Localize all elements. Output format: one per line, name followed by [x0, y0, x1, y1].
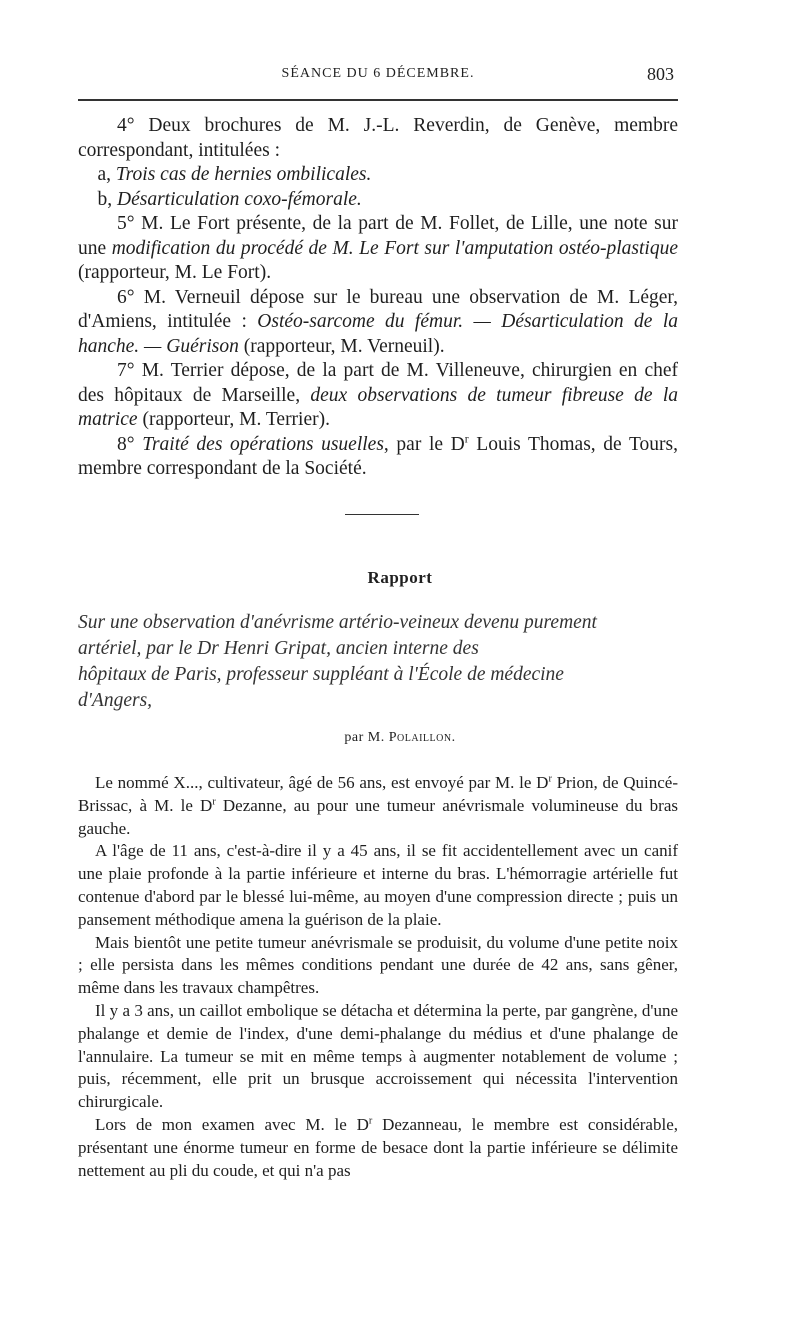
italic-text: Trois cas de hernies ombilicales.: [115, 164, 372, 185]
section-divider: [345, 514, 419, 515]
report-heading: Rapport: [367, 568, 433, 587]
text-run: (rapporteur, M. Le Fort).: [78, 262, 272, 283]
list-item: [78, 163, 678, 188]
list-item: [78, 188, 678, 213]
italic-text: Traité des opérations usuelles: [142, 433, 384, 455]
report-title-line: hôpitaux de Paris, professeur suppléant à l'École de médecine: [78, 664, 564, 685]
body-paragraph: [78, 840, 678, 931]
italic-text: Ostéo-sarcome du fémur. — Désarticulation de la hanche. — Guérison: [78, 311, 678, 357]
text-run: (rapporteur, M. Verneuil).: [238, 335, 445, 357]
text-run: A l'âge de 11 ans, c'est-à-dire il y a 45 ans, il se fit accidentellement avec un canif une plaie profonde à la partie inférieure et interne du bras. L'hémorragie artérielle fut contenue d'abord par le blessé lui-même, au moyen d'une compression directe ; puis un pansement méthodique amena la guérison de la plaie.: [78, 841, 678, 929]
text-run: 6° M. Verneuil dépose sur le bureau une observation de M. Léger, d'Amiens, intitulée :: [78, 286, 678, 332]
list-item: [78, 359, 678, 433]
page-header: [78, 62, 678, 88]
list-item: [78, 433, 678, 482]
text-run: a,: [97, 164, 116, 185]
report-title: [78, 610, 678, 714]
superscript: r: [464, 432, 469, 445]
superscript: r: [368, 1115, 373, 1127]
text-run: Il y a 3 ans, un caillot embolique se détacha et détermina la perte, par gangrène, d'une phalange et demie de l'index, d'une demi-phalange du médius et d'une phalange de l'annulaire. La tumeur se mit en même temps à augmenter notablement de volume ; puis, récemment, elle prit un brusque accroissement qui nécessita l'intervention chirurgicale.: [78, 1000, 678, 1112]
italic-text: Désarticulation coxo-fémorale.: [117, 188, 362, 210]
list-item: [78, 286, 678, 360]
header-rule: [78, 99, 678, 101]
running-title: SÉANCE DU 6 DÉCEMBRE.: [281, 66, 475, 81]
text-run: Dezanne, au pour une tumeur anévrismale volumineuse du bras gauche.: [78, 795, 678, 838]
text-run: (rapporteur, M. Terrier).: [137, 409, 330, 430]
italic-text: modification du procédé de M. Le Fort sur l'amputation ostéo-plastique: [111, 237, 679, 259]
text-run: b,: [97, 188, 117, 210]
author-prefix: par M.: [344, 730, 385, 745]
text-run: Louis Thomas, de Tours, membre correspondant de la Société.: [78, 433, 678, 479]
text-run: 7° M. Terrier dépose, de la part de M. Villeneuve, chirurgien en chef des hôpitaux de Marseille,: [78, 360, 678, 406]
body-section: [78, 772, 678, 1182]
report-title-line: d'Angers,: [78, 690, 153, 711]
text-run: Mais bientôt une petite tumeur anévrismale se produisit, du volume d'une petite noix ; elle persista dans les mêmes conditions pendant une durée de 42 ans, sans gêner, même dans les travaux champêtres.: [78, 932, 678, 998]
body-paragraph: [78, 1114, 678, 1182]
body-paragraph: [78, 1000, 678, 1114]
list-section: [78, 114, 678, 482]
text-run: Dezanneau, le membre est considérable, présentant une énorme tumeur en forme de besace dont la partie inférieure se délimite nettement au pli du coude, et qui n'a pas: [78, 1114, 678, 1180]
text-run: 8°: [117, 433, 143, 455]
text-run: Lors de mon examen avec M. le D: [95, 1114, 369, 1134]
list-item: [78, 212, 678, 286]
text-run: 4° Deux brochures de M. J.-L. Reverdin, de Genève, membre correspondant, intitulées :: [78, 115, 678, 161]
text-run: Prion, de Quincé-Brissac, à M. le D: [78, 773, 678, 815]
list-item: [78, 114, 678, 163]
body-paragraph: [78, 772, 678, 840]
report-title-line: Sur une observation d'anévrisme artério-veineux devenu purement: [78, 612, 597, 633]
author-line: [0, 730, 800, 746]
text-run: Le nommé X..., cultivateur, âgé de 56 ans, est envoyé par M. le D: [95, 773, 549, 792]
page-number: 803: [647, 64, 674, 84]
text-run: 5° M. Le Fort présente, de la part de M. Follet, de Lille, une note sur une: [78, 213, 678, 259]
superscript: r: [548, 773, 552, 785]
superscript: r: [212, 796, 216, 808]
author-name: Polaillon.: [388, 730, 456, 745]
italic-text: deux observations de tumeur fibreuse de la matrice: [78, 384, 678, 430]
body-paragraph: [78, 932, 678, 1000]
report-title-line: artériel, par le Dr Henri Gripat, ancien interne des: [78, 638, 479, 659]
text-run: , par le D: [383, 433, 465, 455]
